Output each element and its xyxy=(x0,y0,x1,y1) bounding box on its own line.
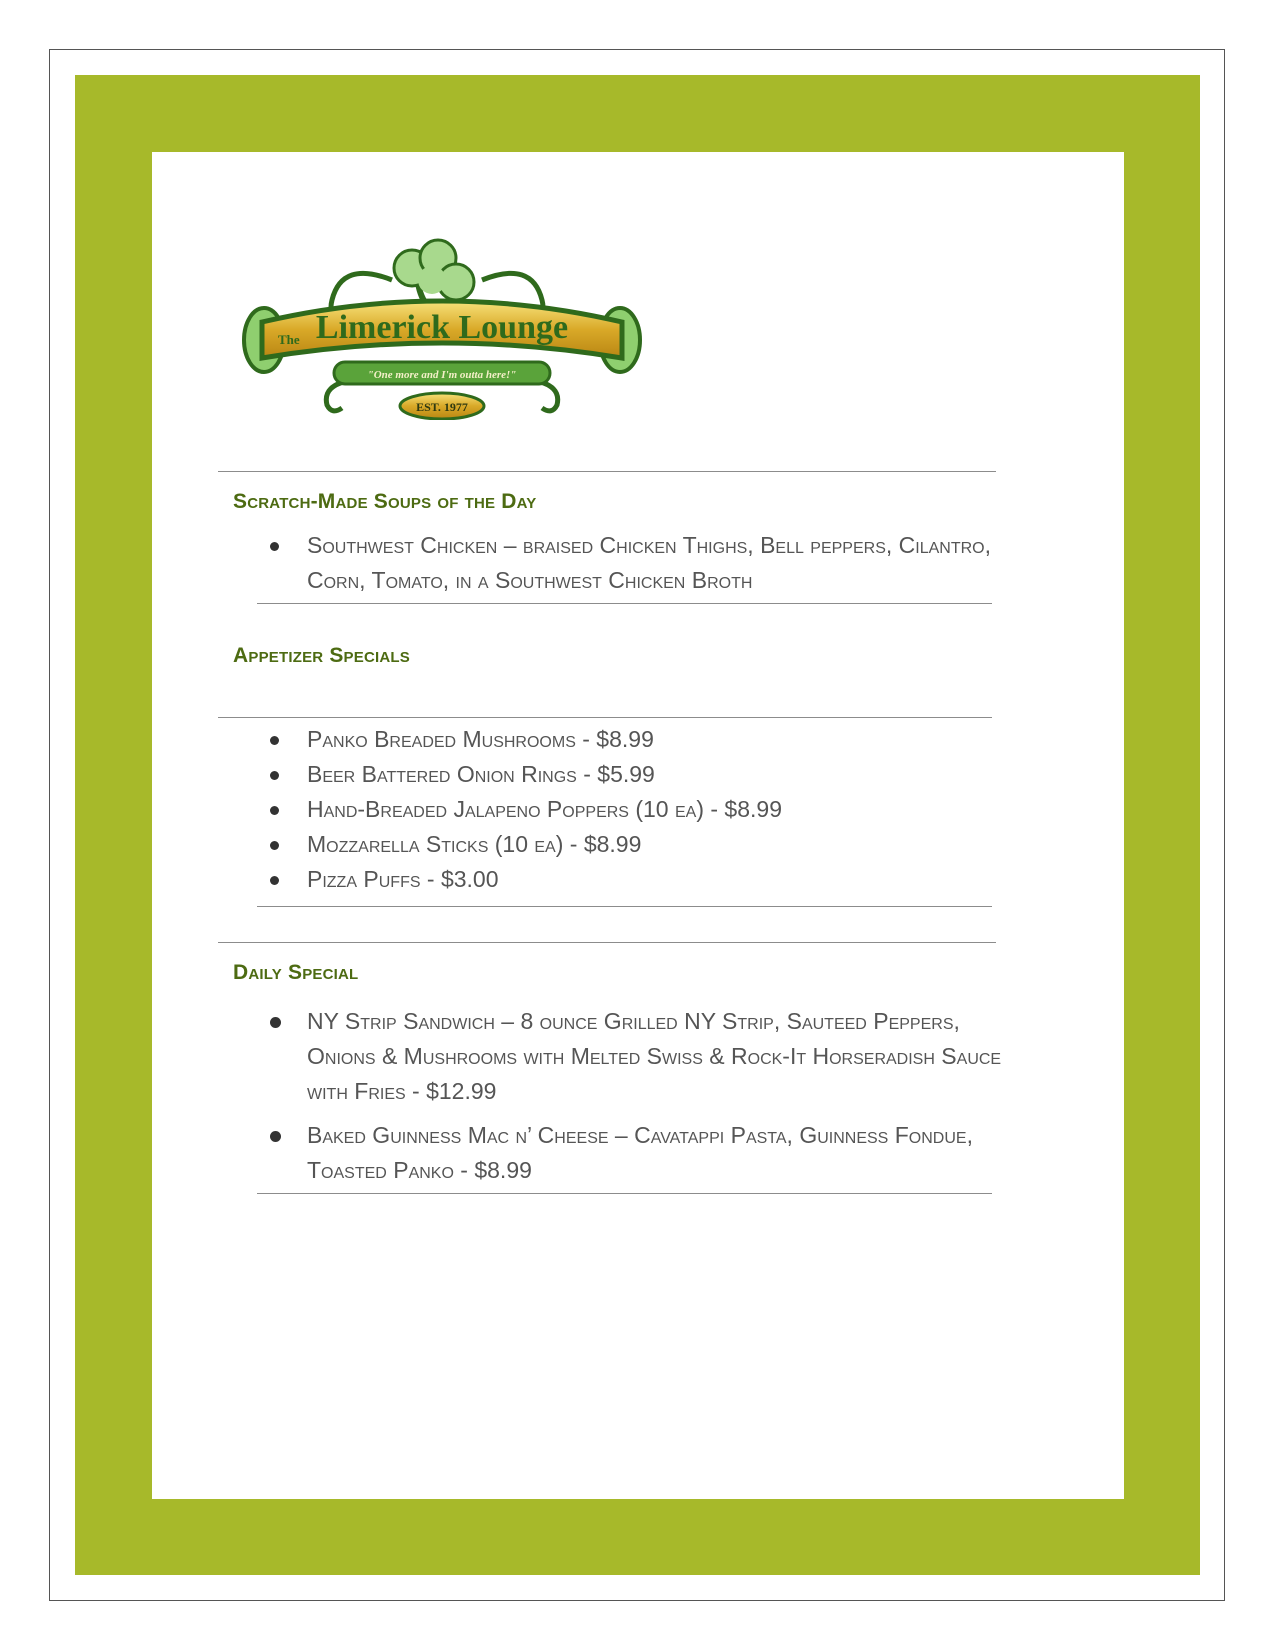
limerick-lounge-logo xyxy=(242,230,642,420)
bullet-icon xyxy=(270,1131,281,1142)
bullet-icon xyxy=(270,841,279,850)
list-item-text: Southwest Chicken – braised Chicken Thighs, Bell peppers, Cilantro, Corn, Tomato, in a Southwest Chicken Broth xyxy=(307,532,991,593)
soups-heading: Scratch-Made Soups of the Day xyxy=(233,490,537,513)
appetizers-list xyxy=(152,722,1007,897)
list-item-text: Beer Battered Onion Rings - $5.99 xyxy=(307,761,655,787)
list-item xyxy=(152,1118,1007,1188)
section-divider xyxy=(218,717,992,718)
appetizers-heading: Appetizer Specials xyxy=(233,644,410,667)
logo-prefix: The xyxy=(278,332,300,347)
daily-list xyxy=(152,1004,1007,1197)
list-item xyxy=(152,792,1007,827)
logo-established: EST. 1977 xyxy=(416,400,468,414)
section-divider xyxy=(257,1193,992,1194)
list-item xyxy=(152,1004,1007,1109)
list-item xyxy=(152,862,1007,897)
list-item-text: NY Strip Sandwich – 8 ounce Grilled NY Strip, Sauteed Peppers, Onions & Mushrooms with Melted Swiss & Rock-It Horseradish Sauce with Fries - $12.99 xyxy=(307,1008,1002,1104)
list-item-text: Pizza Puffs - $3.00 xyxy=(307,866,499,892)
section-divider xyxy=(218,942,996,943)
logo-name: Limerick Lounge xyxy=(315,309,569,346)
bullet-icon xyxy=(270,1017,281,1028)
daily-heading: Daily Special xyxy=(233,961,359,984)
logo-tagline: "One more and I'm outta here!" xyxy=(367,369,517,381)
menu-page xyxy=(152,152,1124,1499)
list-item xyxy=(152,722,1007,757)
section-divider xyxy=(257,906,992,907)
list-item-text: Hand-Breaded Jalapeno Poppers (10 ea) - $8.99 xyxy=(307,796,782,822)
list-item-text: Mozzarella Sticks (10 ea) - $8.99 xyxy=(307,831,642,857)
bullet-icon xyxy=(270,736,279,745)
list-item-text: Baked Guinness Mac n’ Cheese – Cavatappi Pasta, Guinness Fondue, Toasted Panko - $8.99 xyxy=(307,1122,973,1183)
list-item xyxy=(152,757,1007,792)
list-item-text: Panko Breaded Mushrooms - $8.99 xyxy=(307,726,654,752)
list-item xyxy=(152,827,1007,862)
bullet-icon xyxy=(270,876,279,885)
bullet-icon xyxy=(270,771,279,780)
section-divider xyxy=(218,471,996,472)
bullet-icon xyxy=(270,542,279,551)
bullet-icon xyxy=(270,806,279,815)
list-item xyxy=(152,528,1007,598)
soups-list xyxy=(152,528,1007,598)
section-divider xyxy=(257,603,992,604)
